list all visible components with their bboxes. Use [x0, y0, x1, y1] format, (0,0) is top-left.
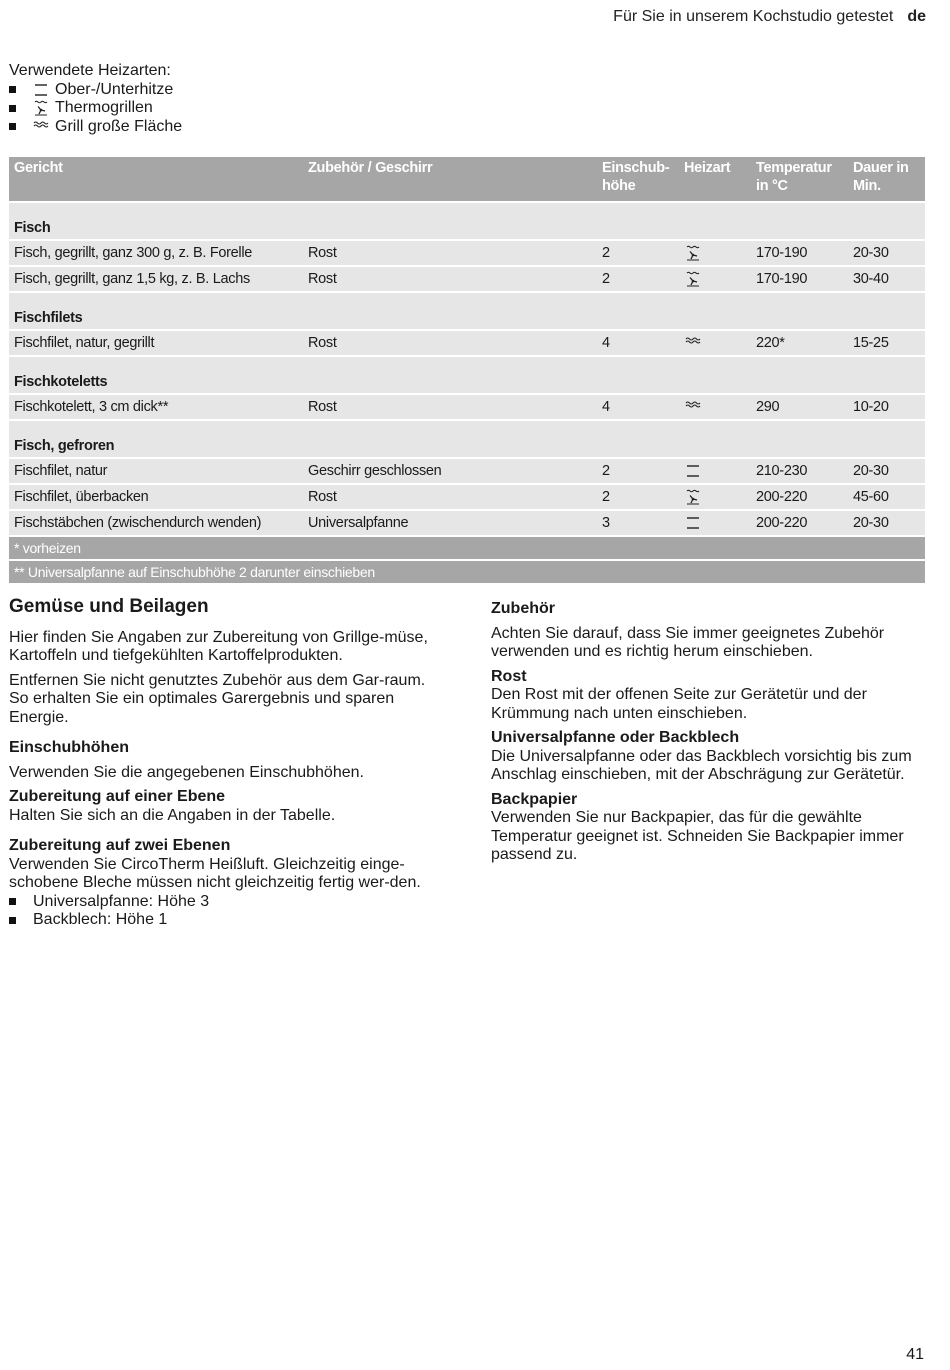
paragraph: Achten Sie darauf, dass Sie immer geeignetes Zubehör verwenden und es richtig herum einschieben. — [491, 624, 885, 660]
cell-dish: Fisch, gegrillt, ganz 1,5 kg, z. B. Lachs — [9, 266, 303, 292]
cell-accessory: Rost — [303, 240, 597, 266]
cell-accessory: Rost — [303, 484, 597, 510]
cell-duration: 15-25 — [848, 330, 925, 356]
bullet-icon — [9, 123, 16, 130]
cell-dish: Fischfilet, natur — [9, 458, 303, 484]
cell-temp: 210-230 — [751, 458, 848, 484]
cell-dish: Fischfilet, natur, gegrillt — [9, 330, 303, 356]
top-bottom-heat-icon — [679, 458, 751, 484]
cell-level: 4 — [597, 330, 679, 356]
cell-temp: 200-220 — [751, 484, 848, 510]
cell-accessory: Universalpfanne — [303, 510, 597, 536]
language-code: de — [907, 8, 926, 25]
cell-accessory: Rost — [303, 394, 597, 420]
col-header-heat: Heizart — [679, 157, 751, 202]
heat-types-label: Verwendete Heizarten: — [9, 62, 171, 79]
paragraph: Entfernen Sie nicht genutztes Zubehör aus dem Gar-raum. So erhalten Sie ein optimales Garergebnis und sparen Energie. — [9, 671, 426, 726]
cell-duration: 30-40 — [848, 266, 925, 292]
cell-dish: Fischkotelett, 3 cm dick** — [9, 394, 303, 420]
table-footnote-row — [9, 536, 925, 560]
section-title: Gemüse und Beilagen — [9, 596, 209, 617]
cell-duration: 20-30 — [848, 510, 925, 536]
fish-cooking-table — [9, 157, 925, 583]
list-item: Universalpfanne: Höhe 3 — [9, 893, 449, 912]
paragraph: Den Rost mit der offenen Seite zur Gerätetür und der Krümmung nach unten einschieben. — [491, 686, 867, 722]
cell-temp: 170-190 — [751, 266, 848, 292]
table-row — [9, 394, 925, 420]
cell-level: 4 — [597, 394, 679, 420]
cell-dish: Fisch, gegrillt, ganz 300 g, z. B. Forelle — [9, 240, 303, 266]
bullet-icon — [9, 917, 16, 924]
heat-types-section — [9, 62, 182, 136]
running-header — [613, 8, 926, 26]
table-row — [9, 458, 925, 484]
col-header-temp: Temperatur in °C — [751, 157, 848, 202]
cell-temp: 170-190 — [751, 240, 848, 266]
col-header-accessory: Zubehör / Geschirr — [303, 157, 597, 202]
footnote: * vorheizen — [9, 536, 925, 560]
cell-duration: 10-20 — [848, 394, 925, 420]
subheading: Zubereitung auf zwei Ebenen — [9, 837, 231, 854]
cell-level: 2 — [597, 458, 679, 484]
footnote: ** Universalpfanne auf Einschubhöhe 2 darunter einschieben — [9, 560, 925, 583]
table-row — [9, 510, 925, 536]
col-header-dish: Gericht — [9, 157, 303, 202]
cell-level: 2 — [597, 484, 679, 510]
thermo-grill-icon — [32, 100, 50, 116]
subheading: Einschubhöhen — [9, 739, 129, 756]
group-title: Fischfilets — [9, 292, 925, 330]
table-row — [9, 330, 925, 356]
large-grill-icon — [679, 394, 751, 420]
list-item: Backblech: Höhe 1 — [9, 911, 449, 930]
heat-types-list — [9, 81, 182, 137]
subheading: Zubereitung auf einer Ebene — [9, 788, 226, 805]
group-title: Fisch, gefroren — [9, 420, 925, 458]
paragraph: Die Universalpfanne oder das Backblech vorsichtig bis zum Anschlag einschieben, mit der Abschrägung zur Gerätetür. — [491, 747, 912, 783]
heat-type-item — [9, 81, 182, 100]
thermo-grill-icon — [679, 266, 751, 292]
cell-temp: 200-220 — [751, 510, 848, 536]
table-row — [9, 266, 925, 292]
cell-level: 2 — [597, 266, 679, 292]
cell-level: 2 — [597, 240, 679, 266]
table-header-row — [9, 157, 925, 202]
paragraph: Verwenden Sie CircoTherm Heißluft. Gleichzeitig einge-schobene Bleche müssen nicht gleichzeitig fertig wer-den. — [9, 855, 421, 891]
cell-temp: 220* — [751, 330, 848, 356]
bullet-icon — [9, 86, 16, 93]
bullet-icon — [9, 898, 16, 905]
top-bottom-heat-icon — [679, 510, 751, 536]
table-footnote-row — [9, 560, 925, 583]
subheading: Universalpfanne oder Backblech — [491, 729, 740, 746]
thermo-grill-icon — [679, 240, 751, 266]
left-column — [9, 598, 449, 930]
table-row — [9, 240, 925, 266]
table-group-row — [9, 292, 925, 330]
cell-temp: 290 — [751, 394, 848, 420]
table-group-row — [9, 356, 925, 394]
table-row — [9, 484, 925, 510]
large-grill-icon — [32, 119, 50, 135]
page-number: 41 — [906, 1346, 924, 1363]
cell-dish: Fischstäbchen (zwischendurch wenden) — [9, 510, 303, 536]
right-column — [491, 600, 931, 865]
heat-type-item — [9, 99, 182, 118]
col-header-level: Einschub- höhe — [597, 157, 679, 202]
heat-type-label: Grill große Fläche — [55, 117, 183, 135]
subheading: Rost — [491, 667, 527, 685]
cell-accessory: Geschirr geschlossen — [303, 458, 597, 484]
cell-duration: 20-30 — [848, 458, 925, 484]
heat-type-label: Thermogrillen — [55, 99, 153, 116]
subheading: Zubehör — [491, 600, 555, 617]
heat-type-item — [9, 118, 182, 137]
top-bottom-heat-icon — [32, 82, 50, 98]
bullet-icon — [9, 105, 16, 112]
heat-type-label: Ober-/Unterhitze — [55, 80, 174, 98]
cell-accessory: Rost — [303, 266, 597, 292]
cell-level: 3 — [597, 510, 679, 536]
group-title: Fischkoteletts — [9, 356, 925, 394]
paragraph: Verwenden Sie die angegebenen Einschubhöhen. — [9, 763, 364, 781]
header-title: Für Sie in unserem Kochstudio getestet — [613, 8, 894, 25]
cell-duration: 45-60 — [848, 484, 925, 510]
group-title: Fisch — [9, 202, 925, 240]
paragraph: Verwenden Sie nur Backpapier, das für die gewählte Temperatur geeignet ist. Schneiden Sie Backpapier immer passend zu. — [491, 809, 904, 863]
cell-accessory: Rost — [303, 330, 597, 356]
level-list — [9, 893, 449, 930]
col-header-duration: Dauer in Min. — [848, 157, 925, 202]
paragraph: Hier finden Sie Angaben zur Zubereitung von Grillge-müse, Kartoffeln und tiefgekühlten Kartoffelprodukten. — [9, 628, 428, 664]
paragraph: Halten Sie sich an die Angaben in der Tabelle. — [9, 806, 336, 824]
cell-dish: Fischfilet, überbacken — [9, 484, 303, 510]
table-group-row — [9, 202, 925, 240]
large-grill-icon — [679, 330, 751, 356]
cell-duration: 20-30 — [848, 240, 925, 266]
subheading: Backpapier — [491, 790, 578, 808]
thermo-grill-icon — [679, 484, 751, 510]
table-group-row — [9, 420, 925, 458]
